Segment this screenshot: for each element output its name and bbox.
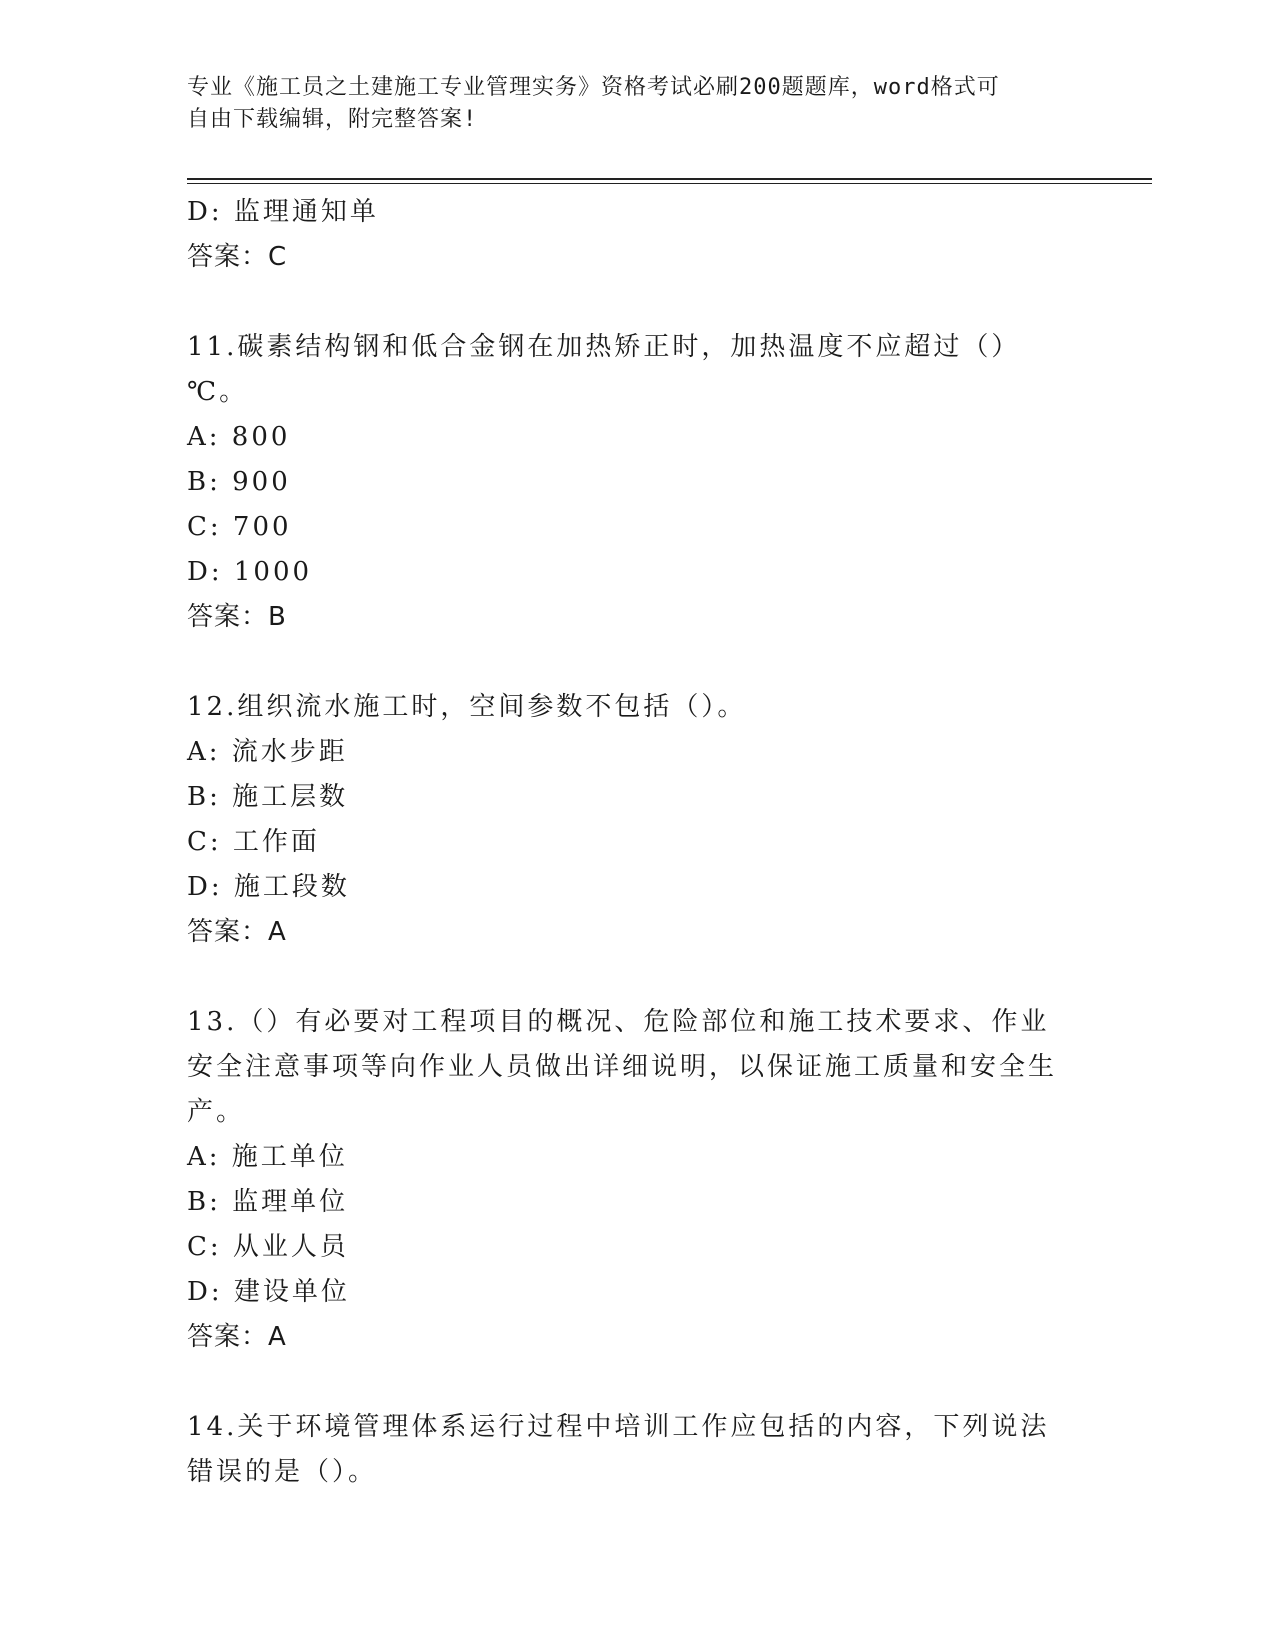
option-a: A: 流水步距: [187, 737, 348, 767]
option-d: D: 监理通知单: [187, 197, 379, 227]
option-c: C: 从业人员: [187, 1232, 349, 1262]
option-a: A: 施工单位: [187, 1142, 348, 1172]
question-12: [187, 685, 1087, 955]
option-a: A: 800: [187, 422, 291, 452]
question-text: 11.碳素结构钢和低合金钢在加热矫正时，加热温度不应超过（）℃。: [187, 332, 1021, 407]
option-c: C: 工作面: [187, 827, 320, 857]
question-11: [187, 325, 1087, 640]
option-c: C: 700: [187, 512, 292, 542]
question-13: [187, 1000, 1087, 1360]
answer-line: 答案：A: [187, 1322, 287, 1352]
option-b: B: 监理单位: [187, 1187, 349, 1217]
document-header: [187, 72, 1067, 136]
option-d: D: 建设单位: [187, 1277, 350, 1307]
question-text: 14.关于环境管理体系运行过程中培训工作应包括的内容，下列说法错误的是（）。: [187, 1412, 1050, 1487]
option-d: D: 1000: [187, 557, 313, 587]
answer-line: 答案：A: [187, 917, 287, 947]
header-title-line-2: 自由下载编辑，附完整答案!: [187, 107, 478, 132]
option-b: B: 施工层数: [187, 782, 349, 812]
answer-line: 答案：B: [187, 602, 287, 632]
option-d: D: 施工段数: [187, 872, 350, 902]
question-text: 13.（）有必要对工程项目的概况、危险部位和施工技术要求、作业安全注意事项等向作业人员做出详细说明，以保证施工质量和安全生产。: [187, 1007, 1058, 1127]
previous-question-tail: [187, 190, 1087, 280]
question-14: [187, 1405, 1087, 1495]
question-list: [187, 190, 1087, 1495]
option-b: B: 900: [187, 467, 291, 497]
question-text: 12.组织流水施工时，空间参数不包括（）。: [187, 692, 747, 722]
header-divider-thin: [187, 183, 1152, 184]
header-divider-thick: [187, 178, 1152, 180]
header-title-line-1: 专业《施工员之土建施工专业管理实务》资格考试必刷200题题库，word格式可: [187, 75, 1000, 100]
answer-line: 答案：C: [187, 242, 288, 272]
